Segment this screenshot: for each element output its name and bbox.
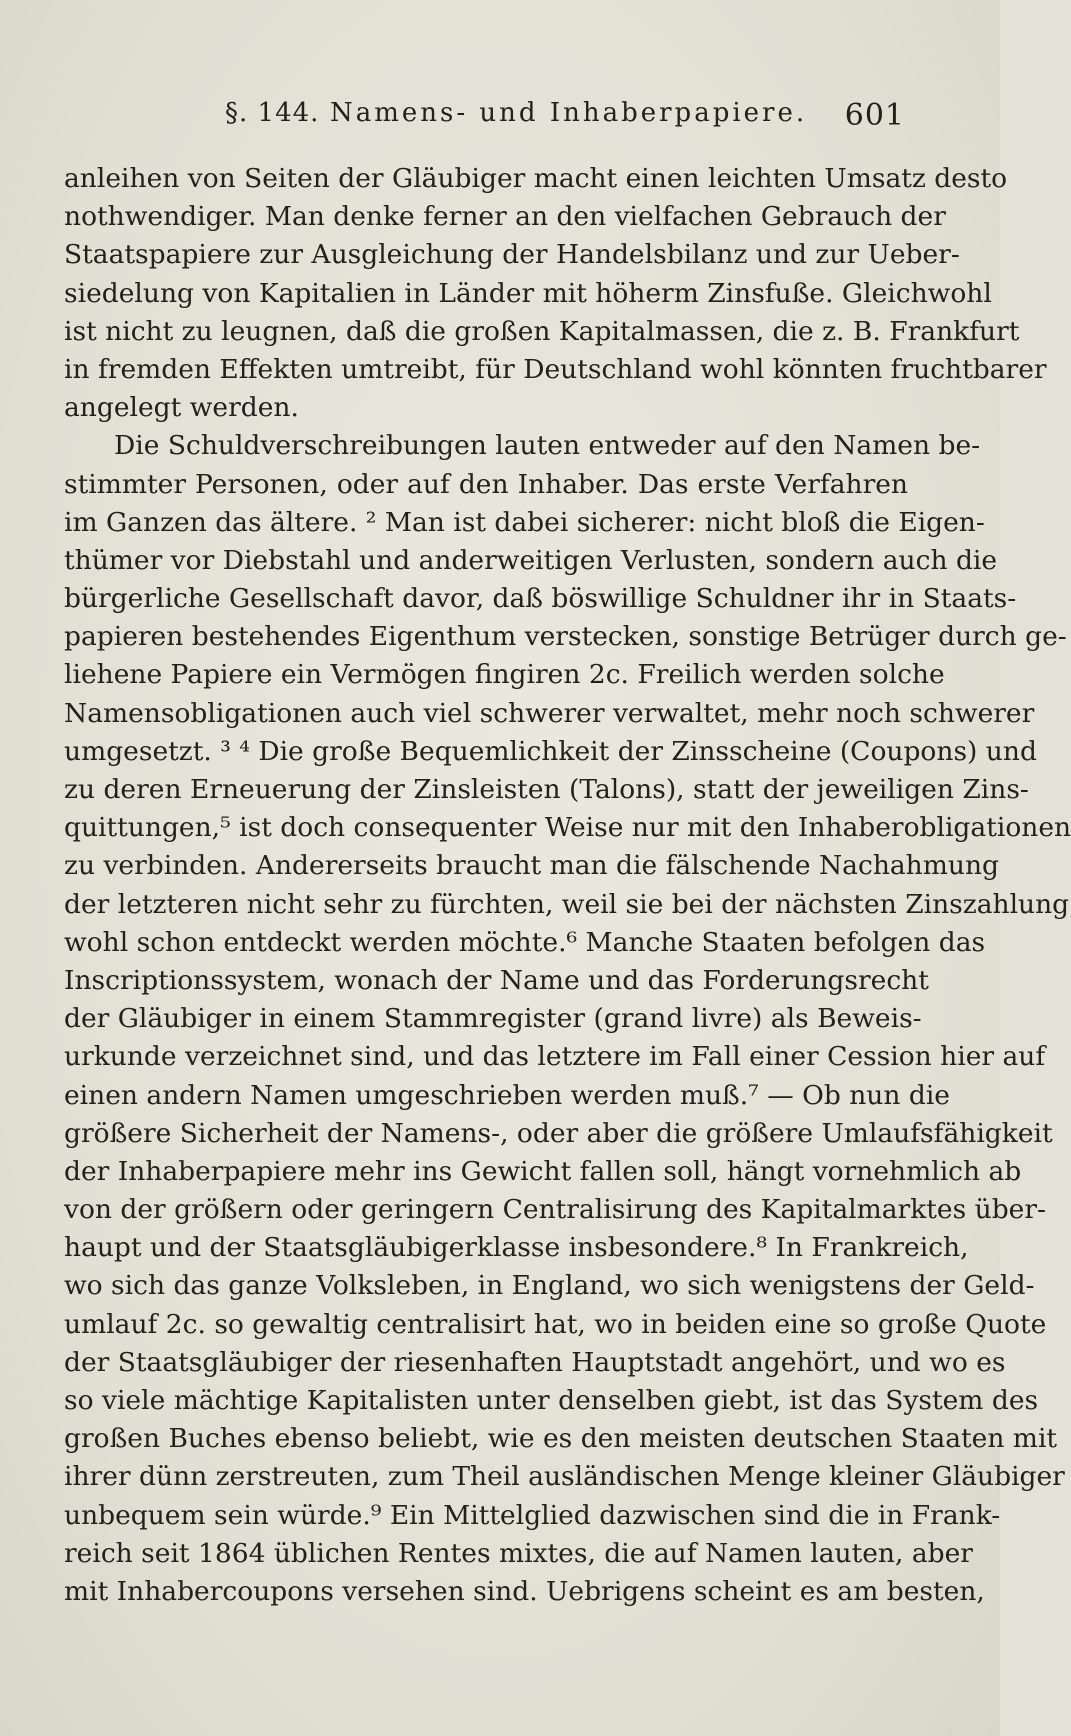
text-line: der Staatsgläubiger der riesenhaften Hauptstadt angehört, und wo es — [64, 1346, 1006, 1378]
text-line: urkunde verzeichnet sind, und das letztere im Fall einer Cession hier auf — [64, 1041, 1046, 1073]
text-line: von der größern oder geringern Centralisirung des Kapitalmarktes über- — [64, 1194, 1046, 1226]
text-line: anleihen von Seiten der Gläubiger macht einen leichten Umsatz desto — [64, 163, 1008, 194]
text-line: reich seit 1864 üblichen Rentes mixtes, die auf Namen lauten, aber — [64, 1537, 973, 1569]
text-line: der Gläubiger in einem Stammregister (grand livre) als Beweis- — [64, 1003, 922, 1035]
text-line: unbequem sein würde.⁹ Ein Mittelglied dazwischen sind die in Frank- — [64, 1499, 1001, 1531]
running-head — [225, 98, 905, 138]
text-line: papieren bestehendes Eigenthum verstecken, sonstige Betrüger durch ge- — [64, 621, 1067, 653]
text-line: zu verbinden. Andererseits braucht man die fälschende Nachahmung — [64, 850, 999, 882]
text-line: in fremden Effekten umtreibt, für Deutschland wohl könnten fruchtbarer — [64, 353, 1047, 385]
text-line: zu deren Erneuerung der Zinsleisten (Talons), statt der jeweiligen Zins- — [64, 774, 1029, 805]
text-line: einen andern Namen umgeschrieben werden muß.⁷ — Ob nun die — [64, 1079, 950, 1111]
text-line: großen Buches ebenso beliebt, wie es den meisten deutschen Staaten mit — [64, 1423, 1058, 1455]
text-line: angelegt werden. — [64, 392, 299, 424]
body-text — [64, 160, 1071, 1611]
text-line: thümer vor Diebstahl und anderweitigen Verlusten, sondern auch die — [64, 544, 998, 576]
text-line: der letzteren nicht sehr zu fürchten, weil sie bei der nächsten Zinszahlung — [64, 888, 1070, 920]
text-line: ihrer dünn zerstreuten, zum Theil ausländischen Menge kleiner Gläubiger — [64, 1461, 1065, 1493]
section-number: §. 144. — [225, 98, 320, 128]
text-line: größere Sicherheit der Namens-, oder aber die größere Umlaufsfähigkeit — [64, 1117, 1053, 1149]
text-line: mit Inhabercoupons versehen sind. Uebrigens scheint es am besten, — [64, 1575, 985, 1607]
text-line: umgesetzt. ³ ⁴ Die große Bequemlichkeit der Zinsscheine (Coupons) und — [64, 735, 1037, 767]
text-line: im Ganzen das ältere. ² Man ist dabei sicherer: nicht bloß die Eigen- — [64, 506, 985, 538]
text-line: Inscriptionssystem, wonach der Name und das Forderungsrecht — [64, 964, 929, 996]
text-line: liehene Papiere ein Vermögen fingiren 2c. Freilich werden solche — [64, 659, 945, 691]
text-line: wo sich das ganze Volksleben, in England, wo sich wenigstens der Geld- — [64, 1270, 1035, 1302]
text-line: haupt und der Staatsgläubigerklasse insbesondere.⁸ In Frankreich, — [64, 1232, 969, 1264]
text-line: der Inhaberpapiere mehr ins Gewicht fallen soll, hängt vornehmlich ab — [64, 1155, 1022, 1187]
text-line: so viele mächtige Kapitalisten unter denselben giebt, ist das System des — [64, 1385, 1039, 1416]
text-line: Die Schuldverschreibungen lauten entweder auf den Namen be- — [114, 430, 981, 462]
text-line: umlauf 2c. so gewaltig centralisirt hat, wo in beiden eine so große Quote — [64, 1308, 1047, 1340]
text-line: bürgerliche Gesellschaft davor, daß böswillige Schuldner ihr in Staats- — [64, 583, 1017, 615]
text-line: ist nicht zu leugnen, daß die großen Kapitalmassen, die z. B. Frankfurt — [64, 315, 1020, 347]
text-line: siedelung von Kapitalien in Länder mit höherm Zinsfuße. Gleichwohl — [64, 277, 992, 309]
text-line: stimmter Personen, oder auf den Inhaber. Das erste Verfahren — [64, 468, 908, 500]
text-line: quittungen,⁵ ist doch consequenter Weise nur mit den Inhaberobligationen — [64, 812, 1071, 844]
text-line: Staatspapiere zur Ausgleichung der Handelsbilanz und zur Ueber- — [64, 239, 960, 271]
page-number: 601 — [844, 98, 905, 133]
running-title: Namens- und Inhaberpapiere. — [330, 98, 808, 128]
text-line: Namensobligationen auch viel schwerer verwaltet, mehr noch schwerer — [64, 697, 1035, 729]
text-line: nothwendiger. Man denke ferner an den vielfachen Gebrauch der — [64, 201, 946, 233]
text-line: wohl schon entdeckt werden möchte.⁶ Manche Staaten befolgen das — [64, 926, 986, 958]
